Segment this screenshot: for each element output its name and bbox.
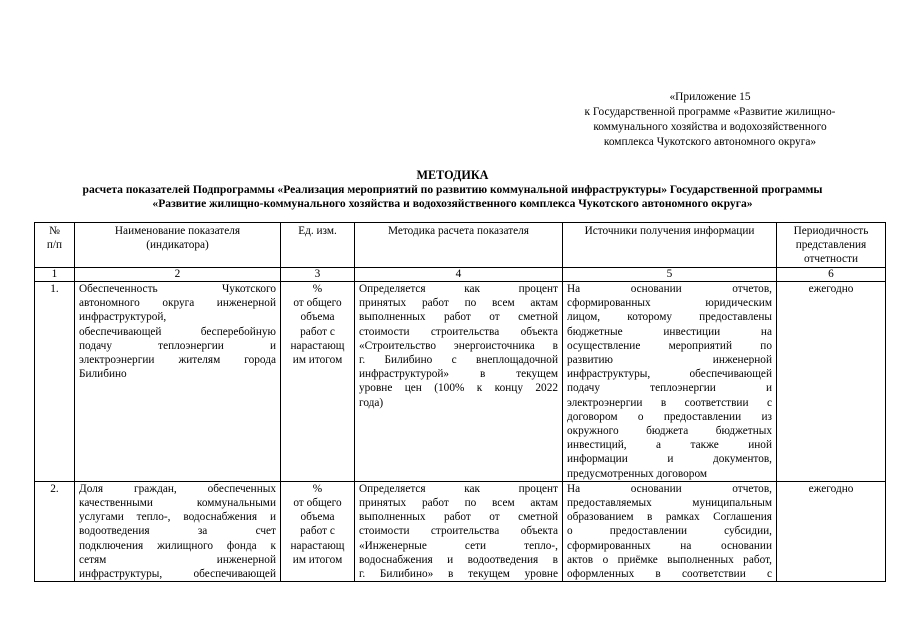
document-title [10, 168, 895, 212]
cell-line: объема [300, 311, 335, 324]
cell-line: автономного округа инженерной [79, 297, 276, 310]
cell-line: сформированных на основании [567, 539, 772, 552]
annex-line: комплекса Чукотского автономного округа» [603, 136, 817, 148]
column-number: 6 [777, 268, 886, 282]
row-number: 2. [35, 481, 75, 581]
cell-line: стоимости строительства объекта [359, 325, 558, 338]
cell-line: стоимости строительства объекта [359, 525, 558, 538]
column-number-row [35, 268, 886, 282]
cell-line: им итогом [292, 354, 343, 367]
column-number: 2 [75, 268, 281, 282]
cell-line: услугами тепло-, водоснабжения и [79, 511, 276, 524]
column-number: 3 [281, 268, 355, 282]
annex-header [560, 90, 860, 150]
table-row [35, 481, 886, 581]
cell-line: актов о приёмке выполненных работ, [567, 553, 772, 566]
cell-line: % [312, 283, 323, 295]
cell-line: информации и документов, [567, 453, 772, 466]
cell-line: электроэнергии в соответствии с [567, 396, 772, 409]
column-number: 5 [563, 268, 777, 282]
cell-line: им итогом [292, 553, 343, 566]
cell-line: развитию инженерной [567, 354, 772, 367]
unit-cell [281, 282, 355, 482]
sources-cell [563, 282, 777, 482]
sources-cell [563, 481, 777, 581]
method-cell [355, 481, 563, 581]
cell-line: окружного бюджета бюджетных [567, 425, 772, 438]
cell-line: «Инженерные сети тепло-, [359, 539, 558, 552]
cell-line: г. Билибино с внеплощадочной [359, 354, 558, 367]
cell-line: предоставляемых муниципальным [567, 497, 772, 510]
cell-line: водоснабжения и водоотведения в [359, 553, 558, 566]
cell-line: предусмотренных договором [567, 467, 708, 480]
cell-line: подключения жилищного фонда к [79, 539, 276, 552]
header-unit: Ед. изм. [281, 223, 355, 268]
cell-line: На основании отчетов, [567, 283, 772, 295]
cell-line: электроэнергии жителям города [79, 354, 276, 367]
cell-line: инфраструктуры, обеспечивающей [567, 368, 772, 381]
column-number: 1 [35, 268, 75, 282]
cell-line: водоотведения за счет [79, 525, 276, 538]
header-method: Методика расчета показателя [355, 223, 563, 268]
cell-line: принятых работ по всем актам [359, 297, 558, 310]
cell-line: работ с [300, 325, 335, 338]
cell-line: от общего [293, 297, 342, 310]
table-header-row [35, 223, 886, 268]
cell-line: г. Билибино» в текущем уровне [359, 568, 558, 581]
row-number: 1. [35, 282, 75, 482]
title-line: «Развитие жилищно-коммунального хозяйства и водохозяйственного комплекса Чукотского автономного округа» [152, 197, 753, 210]
header-sources: Источники получения информации [563, 223, 777, 268]
indicator-name-cell [75, 282, 281, 482]
cell-line: % [312, 482, 323, 495]
cell-line: уровне цен (100% к концу 2022 [359, 382, 558, 395]
table-row [35, 282, 886, 482]
cell-line: сетям инженерной [79, 553, 276, 566]
period-cell: ежегодно [777, 481, 886, 581]
cell-line: инфраструктурой, [79, 311, 167, 324]
cell-line: выполненных работ от сметной [359, 511, 558, 524]
column-number: 4 [355, 268, 563, 282]
indicator-name-cell [75, 481, 281, 581]
annex-line: коммунального хозяйства и водохозяйственного [593, 121, 827, 133]
cell-line: нарастающ [290, 339, 345, 352]
cell-line: года) [359, 396, 384, 409]
cell-line: о предоставлении субсидии, [567, 525, 772, 538]
cell-line: инфраструктурой» в текущем [359, 368, 558, 381]
cell-line: Обеспеченность Чукотского [79, 283, 276, 295]
title-heading: МЕТОДИКА [416, 168, 489, 182]
method-cell [355, 282, 563, 482]
methodology-table [34, 222, 886, 582]
cell-line: инвестиций, а также иной [567, 439, 772, 452]
cell-line: инфраструктуры, обеспечивающей [79, 568, 276, 581]
title-line: расчета показателей Подпрограммы «Реализация мероприятий по развитию коммунальной инфраструктуры» Государственной программы [82, 182, 823, 196]
unit-cell [281, 481, 355, 581]
cell-line: сформированных юридическим [567, 297, 772, 310]
cell-line: оформленных в соответствии с [567, 568, 772, 581]
cell-line: «Строительство энергоисточника в [359, 339, 558, 352]
cell-line: Определяется как процент [359, 482, 558, 495]
cell-line: осуществление мероприятий по [567, 339, 772, 352]
cell-line: договором о предоставлении из [567, 410, 772, 423]
cell-line: Определяется как процент [359, 283, 558, 295]
cell-line: лицом, которому предоставлены [567, 311, 772, 324]
cell-line: обеспечивающей бесперебойную [79, 325, 276, 338]
header-period: Периодичность представления отчетности [777, 223, 886, 268]
cell-line: принятых работ по всем актам [359, 497, 558, 510]
cell-line: работ с [300, 525, 335, 538]
cell-line: Билибино [79, 368, 127, 381]
cell-line: подачу теплоэнергии и [79, 339, 276, 352]
cell-line: качественными коммунальными [79, 497, 276, 510]
cell-line: образованием в рамках Соглашения [567, 511, 772, 524]
annex-line: к Государственной программе «Развитие жилищно- [584, 106, 836, 118]
cell-line: нарастающ [290, 539, 345, 552]
cell-line: объема [300, 511, 335, 524]
cell-line: выполненных работ от сметной [359, 311, 558, 324]
period-cell: ежегодно [777, 282, 886, 482]
annex-line: «Приложение 15 [669, 91, 751, 103]
cell-line: Доля граждан, обеспеченных [79, 482, 276, 495]
cell-line: бюджетные инвестиции на [567, 325, 772, 338]
header-num: № п/п [35, 223, 75, 268]
header-indicator-name: Наименование показателя (индикатора) [75, 223, 281, 268]
cell-line: от общего [293, 497, 342, 510]
cell-line: подачу теплоэнергии и [567, 382, 772, 395]
cell-line: На основании отчетов, [567, 482, 772, 495]
